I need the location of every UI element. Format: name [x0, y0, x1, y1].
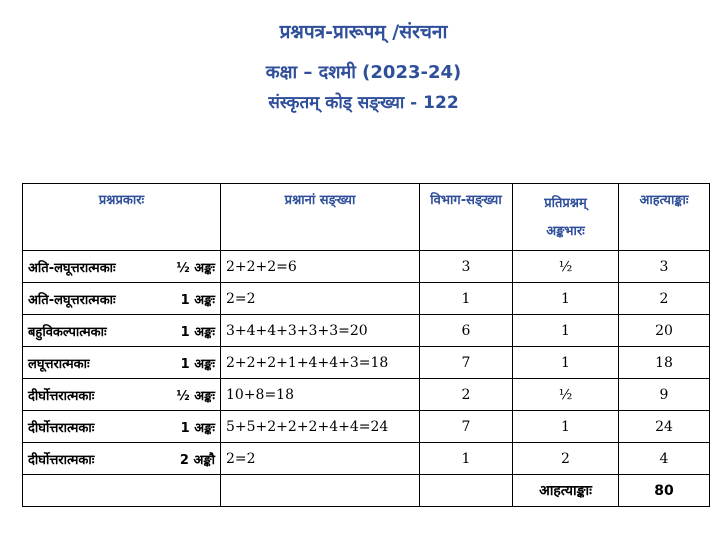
header-total-marks: आहत्याङ्काः: [619, 184, 710, 251]
row-per-question-cell: 1: [513, 315, 619, 347]
subject-code-line: संस्कृतम् कोड् सङ्ख्या - 122: [268, 93, 459, 113]
header-marks-per-question: [513, 184, 619, 251]
row-per-question-cell: 2: [513, 443, 619, 475]
table-row: [23, 379, 710, 411]
row-section-cell: 1: [420, 443, 513, 475]
row-total-cell: 20: [619, 315, 710, 347]
table-row: [23, 347, 710, 379]
row-count-cell: 5+5+2+2+2+4+4=24: [221, 411, 420, 443]
row-type-name: अति-लघूत्तरात्मकाः: [28, 292, 116, 308]
row-per-question-cell: 1: [513, 283, 619, 315]
row-type-cell: [23, 411, 221, 443]
row-type-name: दीर्घोत्तरात्मकाः: [28, 388, 95, 404]
row-type-mark: 2 अङ्कौ: [179, 452, 215, 468]
footer-total-label: आहत्याङ्काः: [513, 475, 619, 507]
row-type-mark: ½ अङ्कः: [176, 260, 215, 276]
row-type-mark: 1 अङ्कः: [180, 420, 215, 436]
row-section-cell: 1: [420, 283, 513, 315]
row-count-cell: 10+8=18: [221, 379, 420, 411]
row-total-cell: 4: [619, 443, 710, 475]
row-type-name: दीर्घोत्तरात्मकाः: [28, 420, 95, 436]
row-type-cell: [23, 315, 221, 347]
row-per-question-cell: ½: [513, 251, 619, 283]
row-type-cell: [23, 251, 221, 283]
footer-empty-cell: [420, 475, 513, 507]
question-paper-structure-table: [22, 183, 710, 507]
row-count-cell: 3+4+4+3+3+3=20: [221, 315, 420, 347]
row-count-cell: 2=2: [221, 283, 420, 315]
row-type-name: दीर्घोत्तरात्मकाः: [28, 452, 95, 468]
footer-total-value: 80: [619, 475, 710, 507]
row-type-mark: 1 अङ्कः: [180, 356, 215, 372]
row-section-cell: 6: [420, 315, 513, 347]
row-count-cell: 2=2: [221, 443, 420, 475]
row-total-cell: 18: [619, 347, 710, 379]
header-marks-per-question-line2: अङ्कभारः: [546, 224, 585, 239]
row-total-cell: 3: [619, 251, 710, 283]
row-type-name: बहुविकल्पात्मकाः: [28, 324, 107, 340]
header-section-count: विभाग-सङ्ख्या: [420, 184, 513, 251]
table-row: [23, 443, 710, 475]
row-type-name: लघूत्तरात्मकाः: [28, 356, 90, 372]
row-per-question-cell: ½: [513, 379, 619, 411]
header-question-type: प्रश्नप्रकारः: [23, 184, 221, 251]
row-section-cell: 2: [420, 379, 513, 411]
row-type-cell: [23, 347, 221, 379]
table-row: [23, 283, 710, 315]
row-type-cell: [23, 443, 221, 475]
row-type-mark: 1 अङ्कः: [180, 292, 215, 308]
class-line: कक्षा – दशमी (2023-24): [265, 62, 462, 83]
table-row: [23, 251, 710, 283]
row-total-cell: 24: [619, 411, 710, 443]
table-row: [23, 411, 710, 443]
footer-empty-cell: [221, 475, 420, 507]
row-section-cell: 7: [420, 347, 513, 379]
row-type-name: अति-लघूत्तरात्मकाः: [28, 260, 116, 276]
row-type-cell: [23, 379, 221, 411]
row-total-cell: 9: [619, 379, 710, 411]
table-footer-row: [23, 475, 710, 507]
header-marks-per-question-line1: प्रतिप्रश्नम्: [544, 196, 587, 211]
document-title: प्रश्नपत्र-प्रारूपम् /संरचना: [279, 21, 448, 43]
row-count-cell: 2+2+2+1+4+4+3=18: [221, 347, 420, 379]
row-count-cell: 2+2+2=6: [221, 251, 420, 283]
row-type-cell: [23, 283, 221, 315]
header-question-count: प्रश्नानां सङ्ख्या: [221, 184, 420, 251]
row-section-cell: 3: [420, 251, 513, 283]
table-header-row: [23, 184, 710, 251]
footer-empty-cell: [23, 475, 221, 507]
row-per-question-cell: 1: [513, 347, 619, 379]
table-row: [23, 315, 710, 347]
row-section-cell: 7: [420, 411, 513, 443]
row-total-cell: 2: [619, 283, 710, 315]
row-per-question-cell: 1: [513, 411, 619, 443]
row-type-mark: 1 अङ्कः: [180, 324, 215, 340]
row-type-mark: ½ अङ्कः: [176, 388, 215, 404]
